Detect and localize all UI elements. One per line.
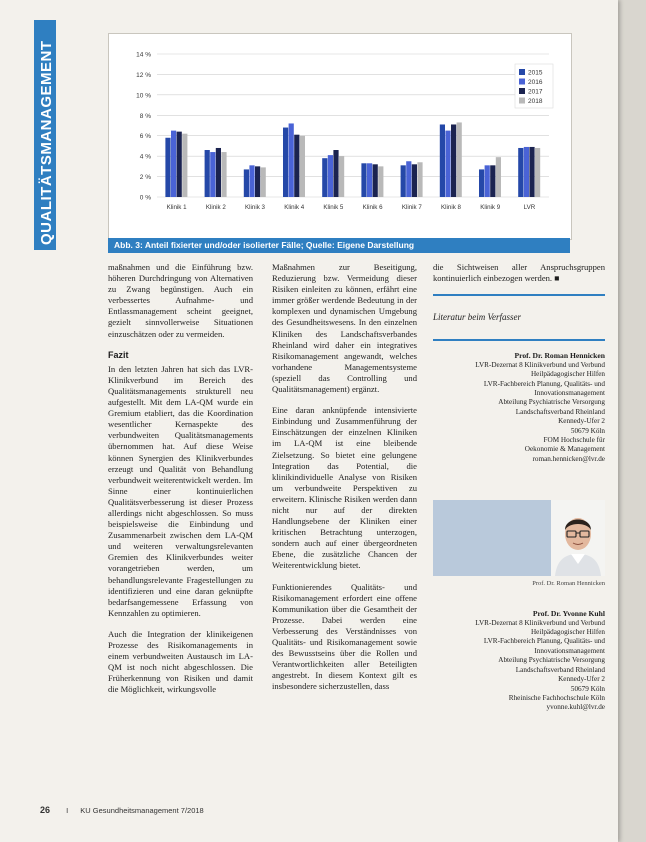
bar	[333, 150, 338, 197]
literature-note: Literatur beim Verfasser	[433, 312, 522, 323]
bar	[373, 164, 378, 197]
text-column-1	[108, 262, 253, 705]
divider	[433, 294, 605, 296]
bar	[457, 122, 462, 197]
paragraph: Funktionierendes Qualitäts- und Risikomanagement erfordert eine offene Kommunikation über die Gesamtheit der Prozesse. Dabei werden eine Verbesserung des Verständnisses von Qualitäts- und Risikomanagement sowie des Bewusstseins über die Rollen und Verantwortlichkeiten aller Beteiligten angestrebt. In diesem Kontext gilt es insbesondere sicherzustellen, dass	[272, 581, 417, 692]
bar	[322, 158, 327, 197]
bar	[339, 156, 344, 197]
bar	[300, 136, 305, 197]
bar	[283, 128, 288, 197]
journal-name: KU Gesundheitsmanagement 7/2018	[80, 806, 204, 815]
paragraph: Maßnahmen zur Beseitigung, Reduzierung bzw. Vermeidung dieser Risiken einleiten zu können, erfährt eine immer größer werdende Bedeutung in der komplexen und dynamischen Umgebung des Gesundheitswesens. In den einzelnen Kliniken des Landschaftsverbandes Rheinland wird daher ein integratives Risikomanagement angewandt, welches vorhandene Managementsysteme (speziell das Controlling und Qualitätsmanagement) ergänzt.	[272, 262, 417, 395]
author-detail-line: roman.hennicken@lvr.de	[532, 454, 605, 463]
bar	[249, 165, 254, 197]
author-detail-line: yvonne.kuhl@lvr.de	[546, 703, 605, 712]
y-tick-label: 4 %	[139, 153, 151, 161]
paragraph: Eine daran anknüpfende intensivierte Einbindung und Zusammenführung der Einschätzungen der einzelnen Kliniken im LA-QM ist eine bleibende Zielsetzung. So bietet eine gelungene Integration das Potential, die klinikindividuelle Analyse von Risiken um verbundweite Perspektiven zu erweitern. Klinische Risiken werden dann nicht nur auf der direkten Handlungsebene der Kliniken einer kritischen Betrachtung unterzogen, sondern auch auf einer übergeordneten Ebene, die zusätzliche Chancen der Weiterentwicklung bietet.	[272, 405, 417, 571]
bar	[401, 165, 406, 197]
paragraph: maßnahmen und die Einführung bzw. höheren Durchdringung von Alternativen zu Zwang begünstigen. Auch ein verbessertes Aufnahme- und Entlassmanagement scheint geeignet, gezielt sinnvollerweise Situationen einzuschätzen oder zu vermeiden.	[108, 262, 253, 339]
footer-separator: I	[66, 806, 69, 815]
divider	[433, 339, 605, 341]
bar	[361, 163, 366, 197]
bar	[378, 166, 383, 197]
bar	[171, 131, 176, 197]
page-footer	[40, 805, 440, 815]
x-tick-label: Klinik 2	[205, 204, 226, 211]
bar	[261, 167, 266, 197]
bar	[451, 124, 456, 197]
x-tick-label: Klinik 8	[441, 204, 461, 211]
bar	[328, 155, 333, 197]
closing-paragraph: die Sichtweisen aller Anspruchsgruppen kontinuierlich einbezogen werden. ■	[433, 262, 605, 284]
bar	[445, 131, 450, 197]
x-tick-label: Klinik 9	[480, 204, 501, 211]
bar	[440, 124, 445, 197]
x-tick-label: Klinik 4	[284, 204, 305, 211]
author-photo	[551, 500, 605, 576]
author-detail-line: Kennedy-Ufer 2	[558, 417, 605, 426]
bar	[479, 169, 484, 197]
author-detail-line: Abteilung Psychiatrische Versorgung	[498, 398, 605, 407]
legend-label: 2018	[528, 98, 543, 105]
y-tick-label: 8 %	[139, 112, 151, 120]
bar	[367, 163, 372, 197]
section-label	[36, 223, 58, 245]
bar	[216, 148, 221, 197]
y-tick-label: 12 %	[136, 71, 151, 79]
bar	[294, 135, 299, 197]
photo-placeholder	[433, 500, 551, 576]
y-tick-label: 14 %	[136, 51, 151, 59]
page-number: 26	[40, 805, 51, 815]
bar	[535, 148, 540, 197]
author-detail-line: 50679 Köln	[570, 426, 605, 435]
author-block-2	[433, 609, 605, 712]
author-detail-line: Landschaftsverband Rheinland	[515, 407, 605, 416]
author-block-1	[433, 351, 605, 464]
author-detail-line: Kennedy-Ufer 2	[558, 675, 605, 684]
y-tick-label: 6 %	[139, 133, 151, 141]
author-detail-line: LVR-Fachbereich Planung, Qualitäts- und Innovationsmanagement	[483, 379, 605, 397]
bar	[529, 147, 534, 197]
author-name: Prof. Dr. Yvonne Kuhl	[532, 609, 605, 619]
legend-label: 2017	[528, 88, 543, 96]
author-detail-line: Rheinische Fachhochschule Köln	[508, 693, 605, 702]
bar	[255, 166, 260, 197]
legend-swatch	[519, 88, 525, 94]
author-detail-line: LVR-Dezernat 8 Klinikverbund und Verbund Heilpädagogischer Hilfen	[475, 360, 605, 379]
bar	[412, 164, 417, 197]
photo-caption: Prof. Dr. Roman Hennicken	[532, 580, 605, 588]
legend-swatch	[519, 69, 525, 75]
paragraph: Auch die Integration der klinikeigenen Prozesse des Risikomanagements in einem verbundweiten Austausch im LA-QM ist noch nicht abgeschlossen. Die Früherkennung von Risiken und damit die Möglichkeit, wirkungsvolle	[108, 628, 253, 695]
bar	[485, 165, 490, 197]
legend-label: 2016	[528, 79, 543, 86]
chart-frame	[108, 33, 572, 240]
legend-label: 2015	[528, 69, 543, 77]
author-detail-line: 50679 Köln	[570, 684, 605, 693]
bar	[289, 123, 294, 197]
x-tick-label: Klinik 3	[245, 204, 265, 211]
text-column-2	[272, 262, 417, 702]
x-tick-label: Klinik 5	[323, 204, 344, 211]
text-column-3	[433, 262, 605, 713]
author-detail-line: LVR-Dezernat 8 Klinikverbund und Verbund Heilpädagogischer Hilfen	[475, 618, 605, 637]
bar	[182, 134, 187, 197]
x-tick-label: Klinik 6	[362, 204, 383, 211]
x-tick-label: Klinik 7	[401, 204, 422, 211]
x-tick-label: Klinik 1	[166, 204, 187, 211]
bar	[205, 150, 210, 197]
y-tick-label: 0 %	[139, 194, 151, 202]
legend-swatch	[519, 79, 525, 85]
paragraph: In den letzten Jahren hat sich das LVR-Klinikverbund im Bereich des Qualitätsmanagements strukturell neu aufgestellt. Mit dem LA-QM wurde ein Gremium etabliert, das die Koordination wesentlicher Kernaspekte des verbundweiten Qualitätsmanagements übernommen hat. Auf diese Weise können Synergien des Klinikverbundes erzeugt und Qualität von Behandlung verbundweit weiterentwickelt werden. Im Sinne einer kontinuierlichen Qualitätsverbesserung ist dieser Prozess allerdings nicht abgeschlossen. So muss beispielsweise die Einbindung und Zusammenarbeit zwischen dem LA-QM und weiteren verwaltungsrelevanten Gremien des Klinikverbundes weiter vorangetrieben werden, um behandlungsrelevante Fragestellungen zu identifizieren und eine daran geknüpfte bedarfsangemessene Erfassung von Kennzahlen zu optimieren.	[108, 363, 253, 618]
bar	[165, 138, 170, 197]
figure-caption: Abb. 3: Anteil fixierter und/oder isolierter Fälle; Quelle: Eigene Darstellung	[108, 238, 570, 253]
bar	[244, 169, 249, 197]
y-tick-label: 2 %	[139, 174, 151, 182]
author-detail-line: Abteilung Psychiatrische Versorgung	[498, 656, 605, 665]
bar	[210, 152, 215, 197]
author-detail-line: LVR-Fachbereich Planung, Qualitäts- und Innovationsmanagement	[483, 637, 605, 655]
subheading: Fazit	[108, 349, 129, 360]
bar	[177, 132, 182, 197]
bar	[524, 147, 529, 197]
author-detail-line: FOM Hochschule für	[543, 435, 605, 444]
author-detail-line: Oekonomie & Management	[524, 445, 605, 454]
bar	[518, 148, 523, 197]
bar	[221, 152, 226, 197]
author-detail-line: Landschaftsverband Rheinland	[515, 665, 605, 674]
bar-chart	[109, 34, 571, 239]
x-tick-label: LVR	[523, 204, 536, 211]
photo-row	[433, 500, 605, 576]
bar	[490, 165, 495, 197]
bar	[406, 161, 411, 197]
author-name: Prof. Dr. Roman Hennicken	[514, 351, 605, 361]
bar	[496, 157, 501, 197]
y-tick-label: 10 %	[136, 92, 151, 100]
legend-swatch	[519, 98, 525, 104]
bar	[417, 162, 422, 197]
